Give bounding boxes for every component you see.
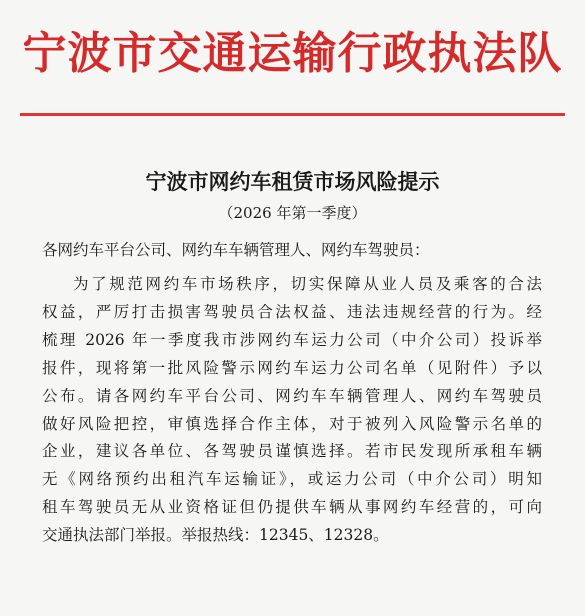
body-line: 报件，现将第一批风险警示网约车运力公司名单（见附件）予以 [42,358,542,377]
body-line: 权益，严厉打击损害驾驶员合法权益、违法违规经营的行为。经 [42,302,542,321]
document-subtitle: （2026 年第一季度） [218,204,367,222]
body-line: 公布。请各网约车平台公司、网约车车辆管理人、网约车驾驶员 [42,386,542,405]
body-line: 企业，建议各单位、各驾驶员谨慎选择。若市民发现所承租车辆 [42,442,542,461]
body-text [42,271,542,550]
body-line: 交通执法部门举报。举报热线：12345、12328。 [42,526,389,545]
body-line: 做好风险把控，审慎选择合作主体，对于被列入风险警示名单的 [42,414,542,433]
masthead-red-rule [20,113,565,116]
masthead-org-name: 宁波市交通运输行政执法队 [22,28,563,79]
salutation: 各网约车平台公司、网约车车辆管理人、网约车驾驶员： [42,241,430,259]
body-line: 梳理 2026 年一季度我市涉网约车运力公司（中介公司）投诉举 [42,330,542,349]
body-line: 租车驾驶员无从业资格证但仍提供车辆从事网约车经营的，可向 [42,498,542,517]
body-line: 为了规范网约车市场秩序，切实保障从业人员及乘客的合法 [73,275,542,293]
document-title: 宁波市网约车租赁市场风险提示 [145,170,440,194]
body-line: 无《网络预约出租汽车运输证》，或运力公司（中介公司）明知 [42,470,542,489]
